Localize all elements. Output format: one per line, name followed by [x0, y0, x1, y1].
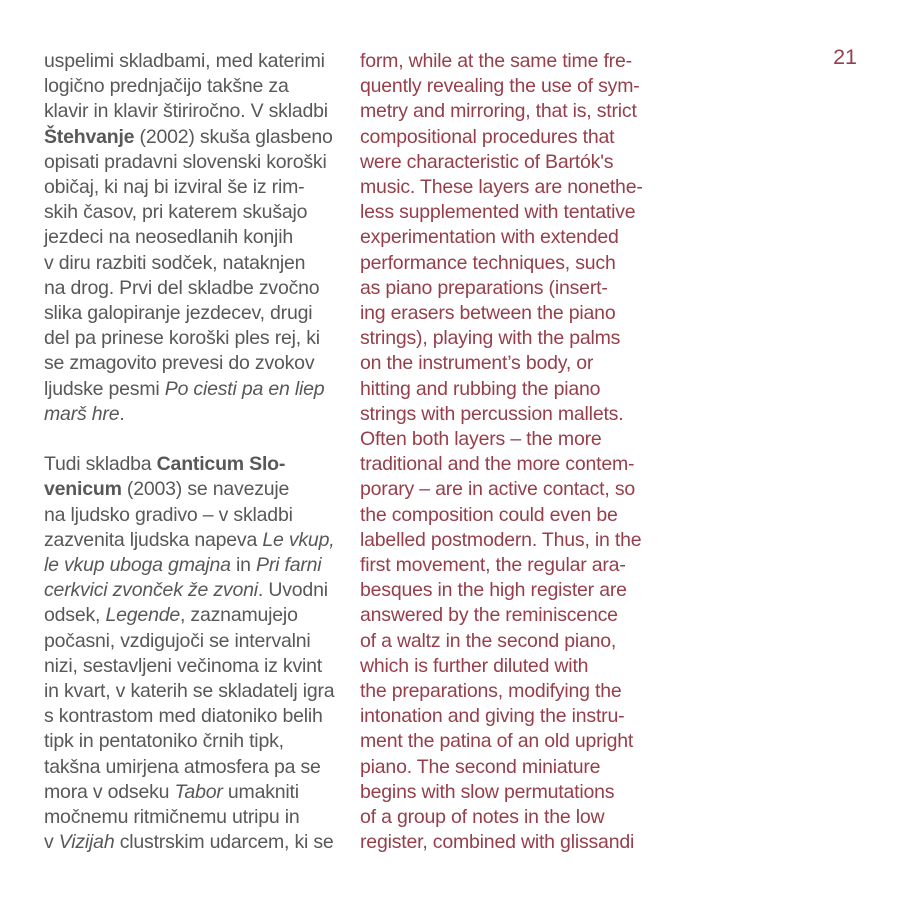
text-line: nizi, sestavljeni večinoma iz kvint: [44, 654, 323, 677]
text-line: v diru razbiti sodček, nataknjen: [44, 251, 306, 274]
text-line: opisati pradavni slovenski koroški: [44, 150, 327, 173]
text-line: Tudi skladba Canticum Slo-: [44, 453, 286, 476]
text-line: Štehvanje (2002) skuša glasbeno: [44, 125, 333, 148]
text-line: which is further diluted with: [360, 654, 589, 677]
text-line: marš hre.: [44, 402, 125, 425]
text-line: metry and mirroring, that is, strict: [360, 100, 637, 123]
text-line: begins with slow permutations: [360, 780, 615, 803]
text-line: form, while at the same time fre-: [360, 50, 632, 72]
text-line: traditional and the more contem-: [360, 453, 635, 476]
text-line: takšna umirjena atmosfera pa se: [44, 755, 321, 778]
text-line: v Vizijah clustrskim udarcem, ki se: [44, 831, 334, 854]
text-line: of a waltz in the second piano,: [360, 629, 617, 652]
left-column-slovenian-text: [44, 49, 344, 855]
text-line: le vkup uboga gmajna in Pri farni: [44, 554, 322, 577]
right-column-english-text: [360, 49, 672, 856]
text-line: Often both layers – the more: [360, 428, 602, 451]
text-line: uspelimi skladbami, med katerimi: [44, 50, 325, 72]
text-line: jezdeci na neosedlanih konjih: [44, 226, 293, 249]
text-line: of a group of notes in the low: [360, 806, 605, 829]
text-line: on the instrument’s body, or: [360, 352, 594, 375]
text-line: tipk in pentatoniko črnih tipk,: [44, 730, 284, 753]
text-line: ing erasers between the piano: [360, 302, 616, 325]
text-line: klavir in klavir štiriročno. V skladbi: [44, 100, 328, 123]
text-line: were characteristic of Bartók's: [360, 150, 614, 173]
paragraph: [44, 49, 344, 427]
text-line: porary – are in active contact, so: [360, 478, 636, 501]
text-line: in kvart, v katerih se skladatelj igra: [44, 680, 335, 703]
text-line: zazvenita ljudska napeva Le vkup,: [44, 528, 335, 551]
text-line: experimentation with extended: [360, 226, 619, 249]
text-line: s kontrastom med diatoniko belih: [44, 705, 323, 728]
text-line: register, combined with glissandi: [360, 831, 635, 854]
text-line: ljudske pesmi Po ciesti pa en liep: [44, 377, 325, 400]
text-line: the preparations, modifying the: [360, 680, 622, 703]
text-line: na ljudsko gradivo – v skladbi: [44, 503, 293, 526]
text-line: piano. The second miniature: [360, 755, 601, 778]
text-line: logično prednjačijo takšne za: [44, 75, 289, 98]
text-line: skih časov, pri katerem skušajo: [44, 201, 308, 224]
text-line: odsek, Legende, zaznamujejo: [44, 604, 298, 627]
text-line: običaj, ki naj bi izviral še iz rim-: [44, 176, 305, 199]
text-line: intonation and giving the instru-: [360, 705, 625, 728]
text-line: the composition could even be: [360, 503, 618, 526]
text-line: besques in the high register are: [360, 579, 627, 602]
text-line: na drog. Prvi del skladbe zvočno: [44, 276, 320, 299]
text-line: hitting and rubbing the piano: [360, 377, 601, 400]
text-line: strings), playing with the palms: [360, 327, 621, 350]
text-line: del pa prinese koroški ples rej, ki: [44, 327, 320, 350]
text-line: slika galopiranje jezdecev, drugi: [44, 302, 313, 325]
text-line: as piano preparations (insert-: [360, 276, 608, 299]
text-line: performance techniques, such: [360, 251, 616, 274]
text-line: ment the patina of an old upright: [360, 730, 634, 753]
text-line: venicum (2003) se navezuje: [44, 478, 290, 501]
text-line: compositional procedures that: [360, 125, 615, 148]
text-line: music. These layers are nonethe-: [360, 176, 643, 199]
text-line: labelled postmodern. Thus, in the: [360, 528, 642, 551]
text-line: strings with percussion mallets.: [360, 402, 624, 425]
text-line: močnemu ritmičnemu utripu in: [44, 806, 300, 829]
text-line: mora v odseku Tabor umakniti: [44, 780, 299, 803]
page-number: 21: [833, 45, 857, 69]
paragraph: [360, 49, 672, 856]
paragraph: [44, 452, 344, 855]
text-line: quently revealing the use of sym-: [360, 75, 640, 98]
text-line: first movement, the regular ara-: [360, 554, 626, 577]
text-line: se zmagovito prevesi do zvokov: [44, 352, 315, 375]
text-line: cerkvici zvonček že zvoni. Uvodni: [44, 579, 328, 602]
text-line: počasni, vzdigujoči se intervalni: [44, 629, 311, 652]
text-line: less supplemented with tentative: [360, 201, 636, 224]
text-line: answered by the reminiscence: [360, 604, 618, 627]
